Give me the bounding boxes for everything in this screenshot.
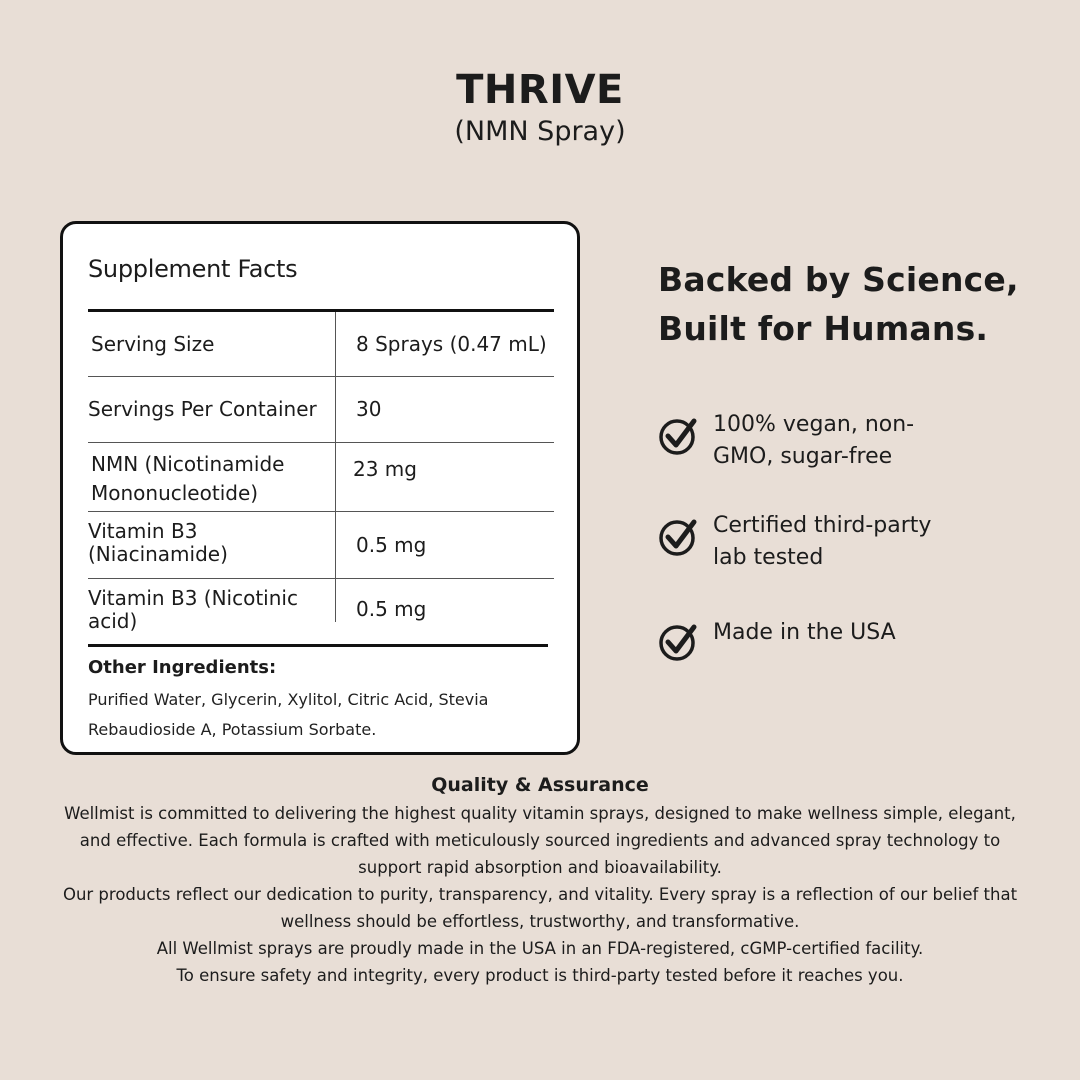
quality-body — [50, 800, 1030, 989]
table-row — [88, 377, 554, 443]
check-badge-icon — [658, 415, 700, 457]
product-title: THRIVE — [456, 67, 624, 113]
vitamin-b3-nicotinic-value: 0.5 mg — [356, 597, 427, 621]
table-row — [88, 579, 554, 644]
table-row — [88, 312, 554, 377]
quality-paragraph: All Wellmist sprays are proudly made in the USA in an FDA-registered, cGMP-certified facility. — [156, 939, 924, 958]
supplement-facts-title: Supplement Facts — [88, 255, 298, 283]
servings-per-container-label: Servings Per Container — [88, 397, 317, 421]
feature-item — [658, 412, 1038, 485]
serving-size-value: 8 Sprays (0.47 mL) — [356, 332, 547, 356]
bottom-divider — [88, 644, 548, 647]
vitamin-b3-niacinamide-value: 0.5 mg — [356, 533, 427, 557]
quality-paragraph: Wellmist is committed to delivering the highest quality vitamin sprays, designed to make wellness simple, elegant, and effective. Each formula is crafted with meticulously sourced ingredients and advanced spray technology to support rapid absorption and bioavailability. — [64, 804, 1016, 877]
feature-text: Certified third-party lab tested — [713, 513, 932, 570]
serving-size-label: Serving Size — [91, 332, 215, 356]
feature-text: 100% vegan, non-GMO, sugar-free — [713, 412, 915, 469]
check-badge-icon — [658, 621, 700, 663]
check-badge-icon — [658, 516, 700, 558]
nmn-label: NMN (Nicotinamide Mononucleotide) — [91, 452, 285, 505]
vitamin-b3-niacinamide-label: Vitamin B3 (Niacinamide) — [88, 519, 228, 566]
tagline: Backed by Science, Built for Humans. — [658, 260, 1019, 348]
table-row — [88, 512, 554, 579]
table-row — [88, 443, 554, 512]
feature-text: Made in the USA — [713, 620, 896, 645]
supplement-facts-panel — [60, 221, 580, 755]
servings-per-container-value: 30 — [356, 397, 382, 421]
quality-paragraph: Our products reflect our dedication to purity, transparency, and vitality. Every spray is a reflection of our belief that wellness should be effortless, trustworthy, and transformative. — [62, 885, 1018, 931]
quality-paragraph: To ensure safety and integrity, every product is third-party tested before it reaches you. — [176, 966, 904, 985]
other-ingredients-text: Purified Water, Glycerin, Xylitol, Citric Acid, Stevia Rebaudioside A, Potassium Sorbate. — [88, 690, 489, 739]
vitamin-b3-nicotinic-label: Vitamin B3 (Nicotinic acid) — [88, 586, 298, 633]
product-subtitle: (NMN Spray) — [454, 116, 626, 147]
nmn-value: 23 mg — [353, 457, 417, 481]
quality-heading: Quality & Assurance — [431, 774, 649, 796]
feature-item — [658, 513, 1038, 586]
feature-item — [658, 621, 1038, 691]
other-ingredients-heading: Other Ingredients: — [88, 657, 277, 678]
